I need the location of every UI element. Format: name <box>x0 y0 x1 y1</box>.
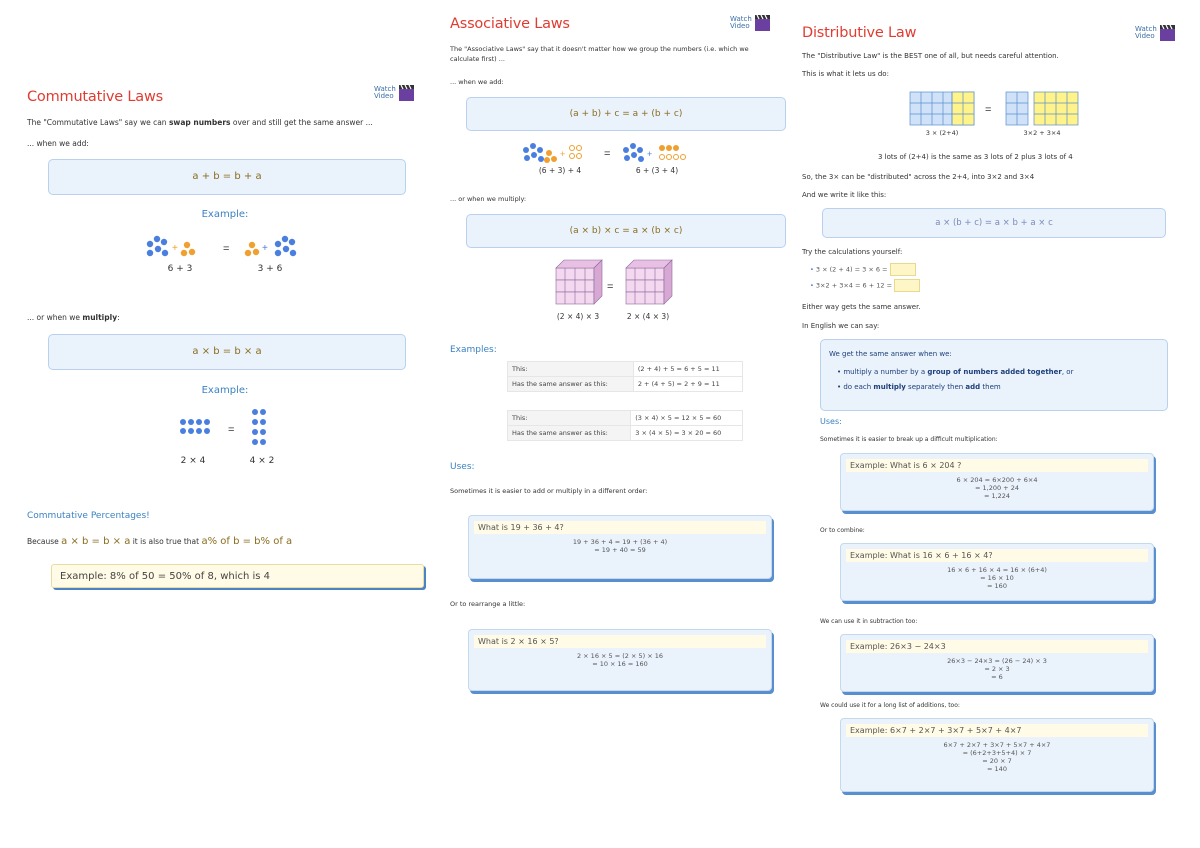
example-box-body: 2 × 16 × 5 = (2 × 5) × 16 = 10 × 16 = 160 <box>576 652 664 668</box>
dist-example-box-1 <box>840 453 1154 511</box>
when-add-label: ... when we add: <box>27 139 89 148</box>
assoc-add-formula: (a + b) + c = a + (b + c) <box>466 97 786 131</box>
example-heading-2: Example: <box>201 385 249 396</box>
assoc-add-left: (6 + 3) + 4 <box>538 166 582 175</box>
svg-text:=: = <box>228 424 235 436</box>
english-text: In English we can say: <box>802 322 880 330</box>
rearrange-text: Or to rearrange a little: <box>450 600 526 608</box>
assoc-example-table-1 <box>507 361 743 392</box>
table-cell: This: <box>508 362 634 377</box>
table-row <box>508 362 743 377</box>
try-text: Try the calculations yourself: <box>802 248 903 256</box>
watch-video-label: Watch Video <box>374 85 396 100</box>
assoc-example-table-2 <box>507 410 743 441</box>
assoc-uses-text: Sometimes it is easier to add or multiply in a different order: <box>450 487 648 495</box>
assoc-uses-heading: Uses: <box>450 462 475 472</box>
example-box-heading: Example: 26×3 − 24×3 <box>846 640 1148 653</box>
assoc-add-right: 6 + (3 + 4) <box>635 166 679 175</box>
assoc-add-dots <box>522 140 702 168</box>
dist-example-box-2 <box>840 543 1154 601</box>
table-row <box>508 426 743 441</box>
clapperboard-icon <box>399 84 414 101</box>
example-box-body: 26×3 − 24×3 = (26 − 24) × 3 = 2 × 3 = 6 <box>947 657 1047 681</box>
watch-video-button-3[interactable] <box>1135 24 1175 46</box>
subtraction-text: We can use it in subtraction too: <box>820 618 918 625</box>
assoc-mult-formula: (a × b) × c = a × (b × c) <box>466 214 786 248</box>
associative-intro: The "Associative Laws" say that it doesn't matter how we group the numbers (i.e. which we calculate first) ... <box>450 45 749 63</box>
svg-text:=: = <box>985 104 992 116</box>
english-bullet-2: • do each multiply separately then add them <box>837 383 1001 391</box>
distributive-grid-illustration <box>908 90 1098 128</box>
dist-example-box-4 <box>840 718 1154 792</box>
watch-video-button-2[interactable] <box>730 14 770 36</box>
table-cell: 3 × (4 × 5) = 3 × 20 = 60 <box>631 426 743 441</box>
table-cell: (2 + 4) + 5 = 6 + 5 = 11 <box>633 362 742 377</box>
associative-section <box>430 0 790 848</box>
calc-row-1: • 3 × (2 + 4) = 3 × 6 = <box>810 263 916 276</box>
clapperboard-icon <box>755 14 770 31</box>
associative-title: Associative Laws <box>450 16 570 32</box>
example-box-body: 6 × 204 = 6×200 + 6×4 = 1,200 + 24 = 1,224 <box>956 476 1038 500</box>
distributive-section <box>790 0 1200 848</box>
assoc-mult-left: (2 × 4) × 3 <box>556 312 600 321</box>
watch-video-button[interactable] <box>374 84 414 106</box>
example-box-heading: Example: What is 16 × 6 + 16 × 4? <box>846 549 1148 562</box>
example-box-body: 19 + 36 + 4 = 19 + (36 + 4) = 19 + 40 = 59 <box>572 538 668 554</box>
svg-text:+: + <box>647 149 653 159</box>
commutative-section <box>0 0 430 848</box>
svg-text:+: + <box>560 149 566 159</box>
table-cell: This: <box>508 411 631 426</box>
distributive-intro: The "Distributive Law" is the BEST one of all, but needs careful attention. <box>802 52 1059 60</box>
clapperboard-icon <box>1160 24 1175 41</box>
combine-text: Or to combine: <box>820 527 865 534</box>
commutative-mult-formula: a × b = b × a <box>48 334 406 370</box>
grid-right-caption: 3×2 + 3×4 <box>1023 129 1061 137</box>
percent-example-box: Example: 8% of 50 = 50% of 8, which is 4 <box>51 564 424 588</box>
example-heading: Example: <box>201 209 249 220</box>
commutative-title: Commutative Laws <box>27 89 164 105</box>
svg-text:+: + <box>262 243 268 254</box>
write-text: And we write it like this: <box>802 191 887 199</box>
dist-example-box-3 <box>840 634 1154 692</box>
add-right-caption: 3 + 6 <box>257 264 283 274</box>
percentages-heading: Commutative Percentages! <box>27 511 150 521</box>
add-dots-illustration <box>145 232 315 262</box>
assoc-examples-heading: Examples: <box>450 345 497 355</box>
mult-left-caption: 2 × 4 <box>180 456 206 466</box>
table-cell: (3 × 4) × 5 = 12 × 5 = 60 <box>631 411 743 426</box>
table-cell: Has the same answer as this: <box>508 426 631 441</box>
dist-uses-text: Sometimes it is easier to break up a difficult multiplication: <box>820 436 998 443</box>
add-left-caption: 6 + 3 <box>167 264 193 274</box>
english-box-heading: We get the same answer when we: <box>829 350 952 358</box>
example-box-heading: What is 2 × 16 × 5? <box>474 635 766 648</box>
because-line: Because a × b = b × a it is also true that a% of b = b% of a <box>27 536 293 547</box>
assoc-mult-right: 2 × (4 × 3) <box>626 312 670 321</box>
either-text: Either way gets the same answer. <box>802 303 921 311</box>
commutative-add-formula: a + b = b + a <box>48 159 406 195</box>
example-box-heading: Example: What is 6 × 204 ? <box>846 459 1148 472</box>
assoc-when-multiply: ... or when we multiply: <box>450 195 527 203</box>
dist-uses-heading: Uses: <box>820 417 842 426</box>
watch-video-label-2: Watch Video <box>730 15 752 30</box>
commutative-intro: The "Commutative Laws" say we can swap numbers over and still get the same answer ... <box>27 118 373 127</box>
watch-video-label-3: Watch Video <box>1135 25 1157 40</box>
assoc-when-add: ... when we add: <box>450 78 504 86</box>
answer-input-1[interactable] <box>890 263 916 276</box>
assoc-example-box-1 <box>468 515 772 579</box>
grid-left-caption: 3 × (2+4) <box>925 129 959 137</box>
english-explanation-box <box>820 339 1168 411</box>
table-row <box>508 377 743 392</box>
distributive-title: Distributive Law <box>802 25 917 41</box>
example-box-body: 6×7 + 2×7 + 3×7 + 5×7 + 4×7 = (6+2+3+5+4) × 7 = 20 × 7 = 140 <box>943 741 1051 773</box>
calc-row-2: • 3×2 + 3×4 = 6 + 12 = <box>810 279 920 292</box>
mult-right-caption: 4 × 2 <box>249 456 275 466</box>
table-cell: 2 + (4 + 5) = 2 + 9 = 11 <box>633 377 742 392</box>
distributive-formula: a × (b + c) = a × b + a × c <box>822 208 1166 238</box>
assoc-example-box-2 <box>468 629 772 691</box>
example-box-heading: What is 19 + 36 + 4? <box>474 521 766 534</box>
long-list-text: We could use it for a long list of additions, too: <box>820 702 960 709</box>
lots-text: 3 lots of (2+4) is the same as 3 lots of 2 plus 3 lots of 4 <box>878 153 1073 161</box>
english-bullet-1: • multiply a number by a group of numbers added together, or <box>837 368 1074 376</box>
svg-text:+: + <box>172 243 178 254</box>
table-cell: Has the same answer as this: <box>508 377 634 392</box>
example-box-body: 16 × 6 + 16 × 4 = 16 × (6+4) = 16 × 10 = 160 <box>947 566 1047 590</box>
table-row <box>508 411 743 426</box>
cube-blocks-illustration <box>550 256 680 312</box>
svg-text:=: = <box>223 243 230 255</box>
svg-text:=: = <box>604 148 611 160</box>
so-text: So, the 3× can be "distributed" across the 2+4, into 3×2 and 3×4 <box>802 173 1035 181</box>
mult-dots-illustration <box>176 407 276 457</box>
answer-input-2[interactable] <box>894 279 920 292</box>
svg-text:=: = <box>607 281 614 293</box>
example-box-heading: Example: 6×7 + 2×7 + 3×7 + 5×7 + 4×7 <box>846 724 1148 737</box>
distributive-lets: This is what it lets us do: <box>802 70 889 78</box>
when-multiply-label: ... or when we multiply: <box>27 313 120 322</box>
